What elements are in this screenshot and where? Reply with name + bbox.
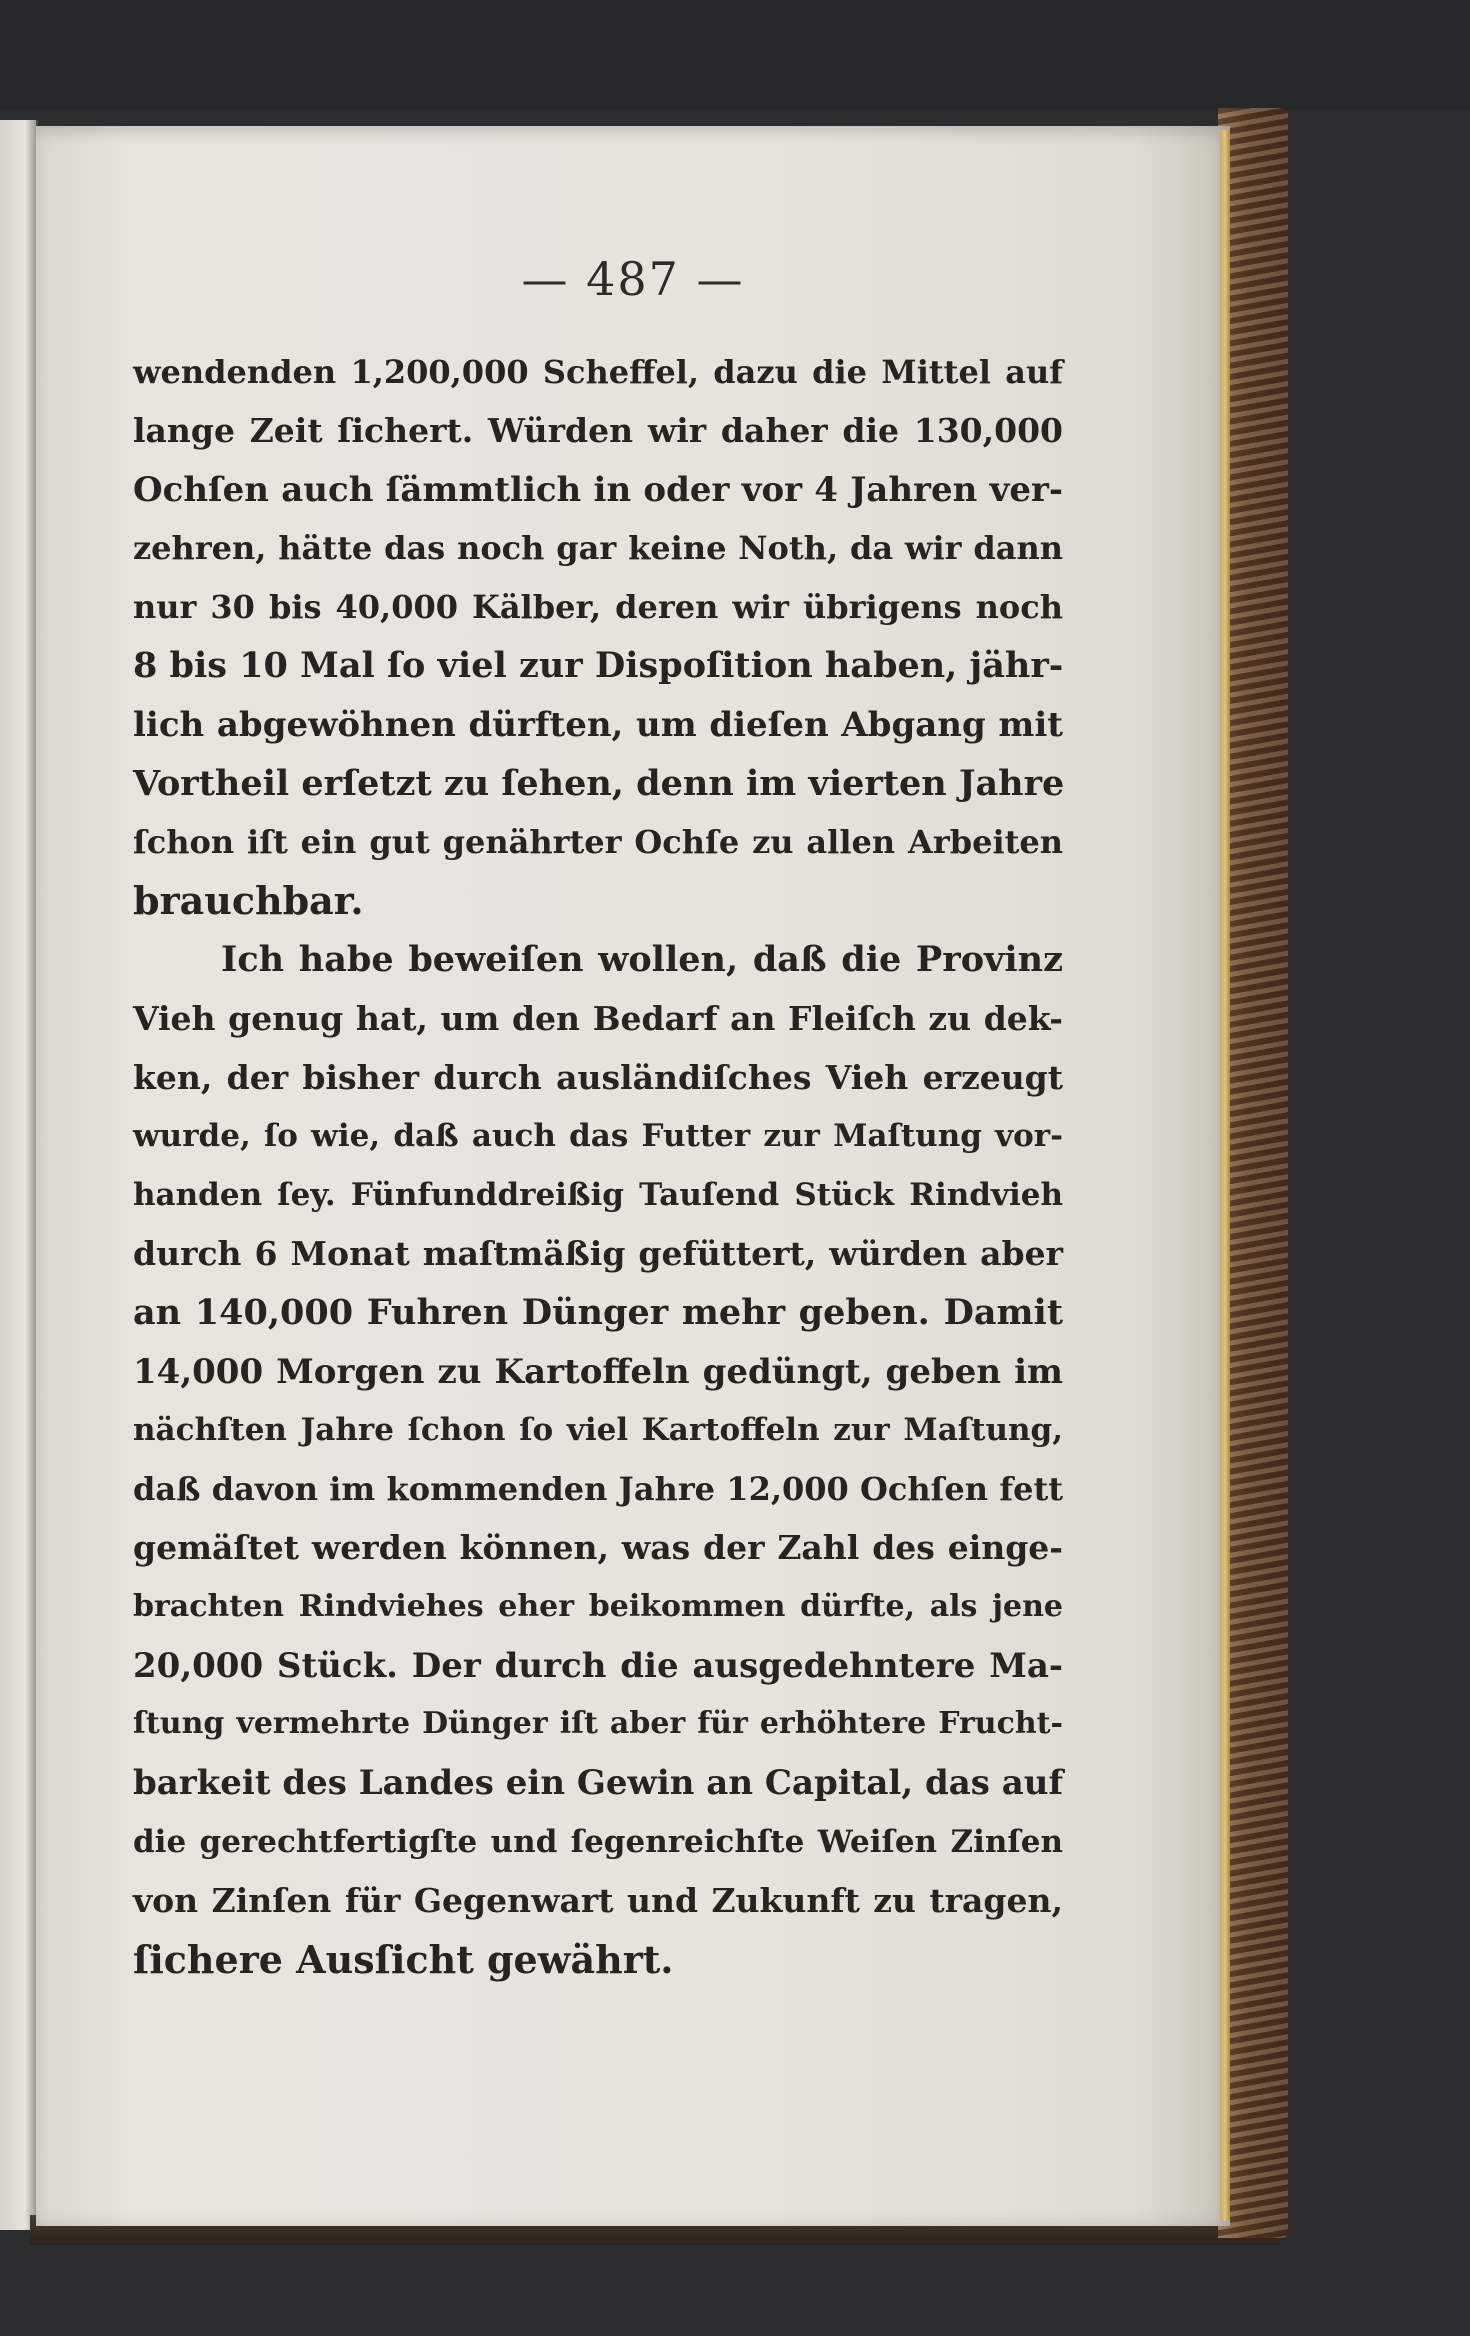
text-line: 14,000 Morgen zu Kartoffeln gedüngt, geben im	[133, 1351, 1063, 1392]
text-line: die gerechtfertigſte und ſegenreichſte Weiſen Zinſen	[133, 1823, 1063, 1860]
previous-page-edge	[0, 120, 38, 2230]
text-line: durch 6 Monat maſtmäßig gefüttert, würden aber	[133, 1233, 1063, 1273]
text-line: ſichere Ausſicht gewährt.	[133, 1936, 674, 1982]
text-line: 8 bis 10 Mal ſo viel zur Dispoſition haben, jähr-	[133, 644, 1064, 686]
text-line: daß davon im kommenden Jahre 12,000 Ochſen fett	[133, 1470, 1063, 1509]
text-line: brachten Rindviehes eher beikommen dürfte, als jene	[133, 1588, 1063, 1624]
text-line: ſtung vermehrte Dünger iſt aber für erhöhtere Frucht-	[133, 1706, 1063, 1742]
text-line: Ochſen auch ſämmtlich in oder vor 4 Jahren ver-	[133, 469, 1063, 510]
text-line: lich abgewöhnen dürften, um dieſen Abgang mit	[133, 704, 1063, 745]
text-line: ſchon iſt ein gut genährter Ochſe zu allen Arbeiten	[133, 823, 1063, 862]
text-line: barkeit des Landes ein Gewin an Capital, das auf	[133, 1763, 1064, 1804]
background	[0, 0, 1470, 110]
text-line: ken, der bisher durch ausländiſches Vieh erzeugt	[133, 1057, 1063, 1097]
text-line: gemäſtet werden können, was der Zahl des einge-	[133, 1527, 1063, 1567]
text-line: 20,000 Stück. Der durch die ausgedehntere Ma-	[133, 1645, 1063, 1686]
text-line: lange Zeit ſichert. Würden wir daher die 130,000	[133, 410, 1063, 450]
page-text	[133, 343, 1063, 1989]
text-line: Vortheil erſetzt zu ſehen, denn im vierten Jahre	[133, 762, 1065, 804]
text-line: brauchbar.	[133, 878, 364, 924]
text-line: von Zinſen für Gegenwart und Zukunft zu tragen,	[133, 1880, 1063, 1920]
page-number: — 487 —	[521, 252, 745, 306]
text-line: wurde, ſo wie, daß auch das Futter zur Maſtung vor-	[133, 1118, 1063, 1155]
text-line: wendenden 1,200,000 Scheffel, dazu die Mittel auf	[133, 353, 1063, 391]
text-line: Vieh genug hat, um den Bedarf an Fleiſch zu dek-	[133, 998, 1063, 1038]
text-line: nur 30 bis 40,000 Kälber, deren wir übrigens noch	[133, 588, 1063, 627]
text-line: Ich habe beweiſen wollen, daß die Provinz	[221, 938, 1063, 980]
text-line: handen ſey. Fünfunddreißig Tauſend Stück Rindvieh	[133, 1177, 1063, 1214]
page-gilt-edge	[1220, 130, 1230, 2220]
text-line: nächſten Jahre ſchon ſo viel Kartoffeln zur Maſtung,	[133, 1412, 1063, 1449]
text-line: zehren, hätte das noch gar keine Noth, da wir dann	[133, 529, 1063, 568]
text-line: an 140,000 Fuhren Dünger mehr geben. Damit	[133, 1291, 1063, 1333]
